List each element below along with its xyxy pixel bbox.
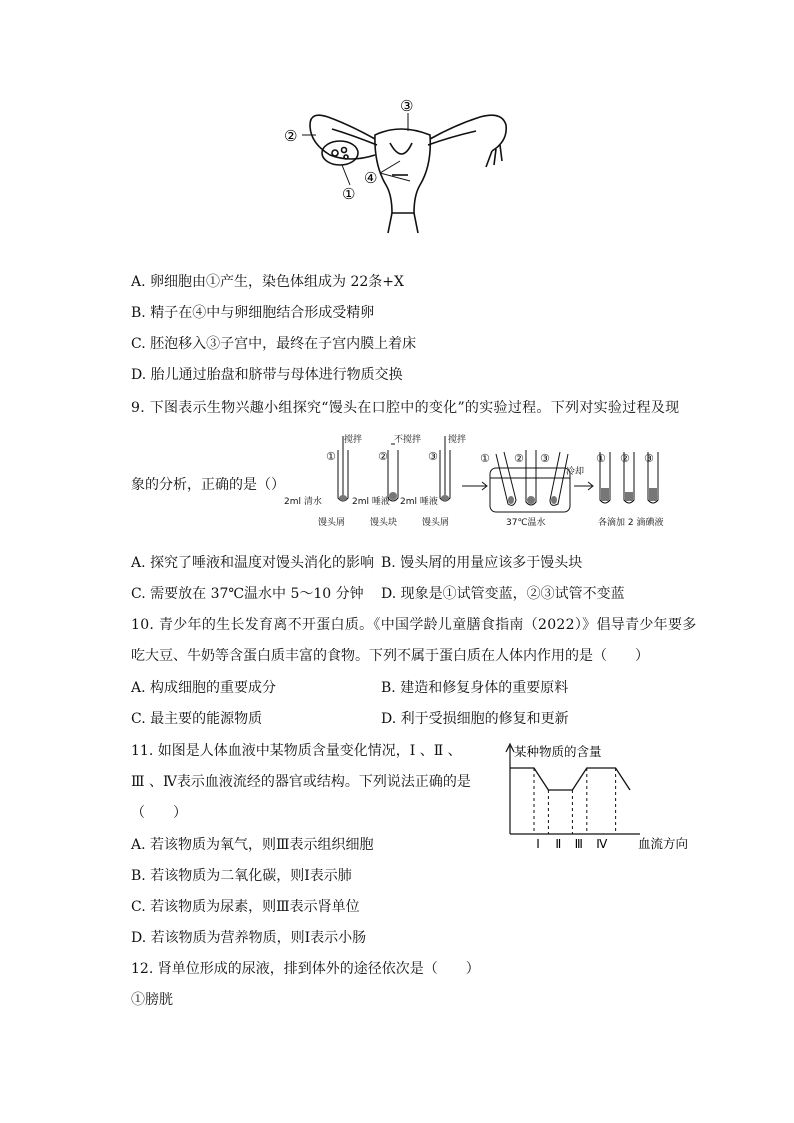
y-axis-label: 某种物质的含量 [514,744,602,759]
bath-tube-num-3: ③ [540,452,550,465]
result-tube-num-1: ① [596,452,606,465]
category-label-4: Ⅳ [596,837,608,851]
q11-option-b: B. 若该物质为二氧化碳，则Ⅰ表示肺 [131,868,352,884]
q9-stem-line1: 9. 下图表示生物兴趣小组探究“馒头在口腔中的变化”的实验过程。下列对实验过程及现 [131,400,680,416]
sample-1: 馒头屑 [318,518,346,528]
q10-option-d: D. 利于受损细胞的修复和更新 [381,711,569,727]
q8-option-d: D. 胎儿通过胎盘和脐带与母体进行物质交换 [131,367,403,383]
liquid-1: 2ml 清水 [284,497,322,507]
q10-stem-line2: 吃大豆、牛奶等含蛋白质丰富的食物。下列不属于蛋白质在人体内作用的是（ ） [131,648,649,664]
q10-option-b: B. 建造和修复身体的重要原料 [381,680,569,696]
cool-label: 冷却 [566,467,585,477]
stir-label-3: 搅拌 [448,435,467,445]
label-4: ④ [364,169,378,187]
liquid-3: 2ml 唾液 [400,497,438,507]
q11-chart [500,738,700,856]
q10-stem-line1: 10. 青少年的生长发育离不开蛋白质。《中国学龄儿童膳食指南（2022）》倡导青少年要多 [131,617,697,633]
tube-num-2: ② [378,450,388,463]
q9-option-d: D. 现象是①试管变蓝，②③试管不变蓝 [381,586,625,602]
q8-option-b: B. 精子在④中与卵细胞结合形成受精卵 [131,305,375,321]
q9-option-a: A. 探究了唾液和温度对馒头消化的影响 [131,555,375,571]
q11-stem-line2: Ⅲ 、Ⅳ表示血液流经的器官或结构。下列说法正确的是 [131,774,471,790]
series-line [510,768,630,790]
result-tube-num-3: ③ [644,452,654,465]
q8-option-a: A. 卵细胞由①产生，染色体组成为 22条+X [131,274,404,290]
q11-option-c: C. 若该物质为尿素，则Ⅲ表示肾单位 [131,899,360,915]
q11-option-a: A. 若该物质为氧气，则Ⅲ表示组织细胞 [131,837,374,853]
q10-option-c: C. 最主要的能源物质 [131,711,263,727]
tube-num-1: ① [326,450,336,463]
liquid-2: 2ml 唾液 [352,497,390,507]
q9-option-c: C. 需要放在 37℃温水中 5～10 分钟 [131,586,364,602]
q11-option-d: D. 若该物质为营养物质，则Ⅰ表示小肠 [131,930,367,946]
q9-experiment-figure [282,432,674,532]
q12-item1: ①膀胱 [131,992,173,1008]
q8-option-c: C. 胚泡移入③子宫中，最终在子宫内膜上着床 [131,336,417,352]
q12-stem: 12. 肾单位形成的尿液，排到体外的途径依次是（ ） [131,961,480,977]
q9-stem-line2: 象的分析，正确的是（） [131,477,285,493]
label-1: ① [342,185,356,203]
category-label-1: Ⅰ [536,837,540,851]
tube-num-3: ③ [428,450,438,463]
q11-stem-line1: 11. 如图是人体血液中某物质含量变化情况，Ⅰ 、Ⅱ 、 [131,743,462,759]
water-bath-label: 37℃温水 [506,518,546,528]
bath-tube-num-2: ② [514,452,524,465]
uterus-figure [280,95,520,235]
label-3: ③ [400,97,414,115]
no-stir-label: 不搅拌 [394,435,422,445]
iodine-label: 各滴加 2 滴碘液 [598,518,664,528]
sample-2: 馒头块 [370,518,398,528]
q10-option-a: A. 构成细胞的重要成分 [131,680,277,696]
stir-label-1: 搅拌 [344,435,363,445]
category-label-2: Ⅱ [555,837,562,851]
x-axis-label: 血流方向 [638,836,689,851]
bath-tube-num-1: ① [480,452,490,465]
q9-option-b: B. 馒头屑的用量应该多于馒头块 [381,555,583,571]
result-tube-num-2: ② [620,452,630,465]
sample-3: 馒头屑 [422,518,450,528]
category-label-3: Ⅲ [574,837,583,851]
q11-stem-line3: （ ） [131,805,187,821]
label-2: ② [284,127,298,145]
